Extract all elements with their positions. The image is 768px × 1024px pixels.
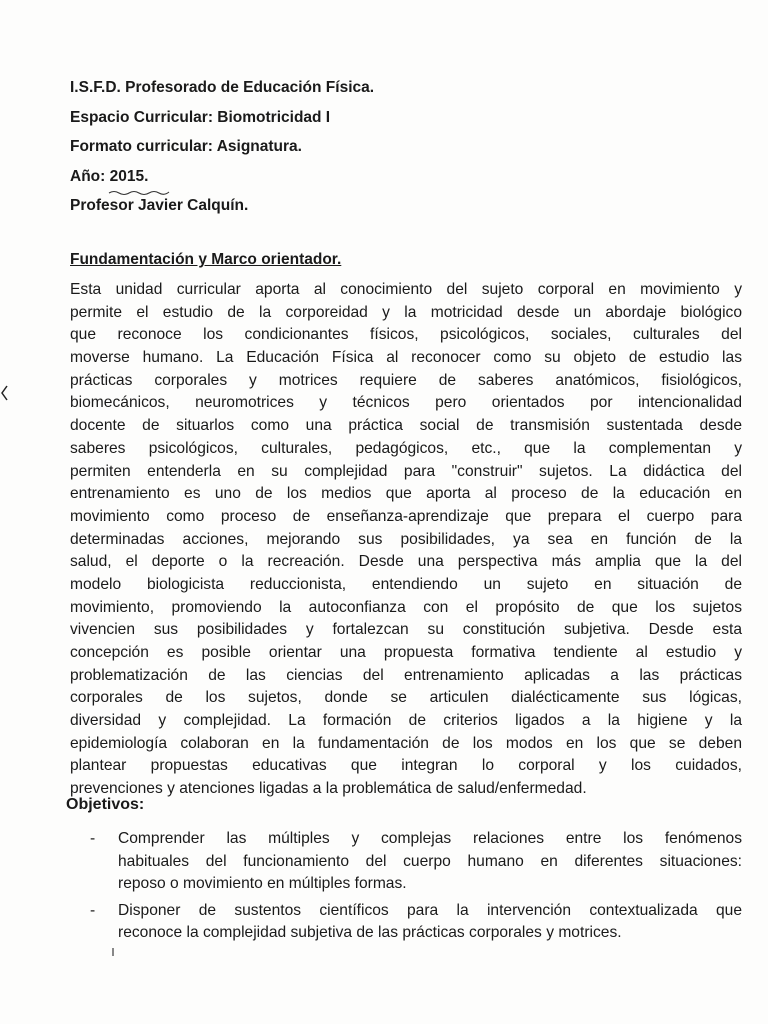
paragraph-line: moverse humano. La Educación Física al reconocer como su objeto de estudio las [70,349,742,367]
objetivos-title: Objetivos: [66,796,145,813]
paragraph-line: prevenciones y atenciones ligadas a la problemática de salud/enfermedad. [70,780,587,798]
list-item-line: reconoce la complejidad subjetiva de las prácticas corporales y motrices. [118,924,622,941]
paragraph-line: concepción es posible orientar una propuesta formativa tendiente al estudio y [70,644,742,661]
list-item-line: reposo o movimiento en múltiples formas. [118,875,407,892]
paragraph-line: que reconoce los condicionantes físicos, psicológicos, sociales, culturales del [70,326,742,344]
list-item-line: Comprender las múltiples y complejas relaciones entre los fenómenos [118,830,742,847]
paragraph-line: plantear propuestas educativas que integran lo corporal y los cuidados, [70,757,742,775]
paragraph-line: corporales de los sujetos, donde se articulen dialécticamente sus lógicas, [70,689,742,707]
list-item-line: Disponer de sustentos científicos para la intervención contextualizada que [118,901,742,919]
fundamentacion-paragraph [70,279,742,801]
document-header [70,73,710,221]
year-value [110,162,149,192]
list-item [90,900,742,945]
professor-line: Profesor Javier Calquín. [70,197,249,214]
paragraph-line: problematización de las ciencias del entrenamiento aplicadas a las prácticas [70,666,742,684]
handwritten-underline [108,189,170,196]
paragraph-line: vivencien sus posibilidades y fortalezcan su constitución subjetiva. Desde esta [70,621,742,639]
paragraph-line: movimiento como proceso de enseñanza-aprendizaje que prepara el cuerpo para [70,507,742,525]
paragraph-line: permiten entenderla en su complejidad para "construir" sujetos. La didáctica del [70,462,742,480]
year-value-text: 2015. [109,167,149,185]
objetivos-list [90,828,742,949]
paragraph-line: diversidad y complejidad. La formación de criterios ligados a la higiene y la [70,712,742,730]
institution-line: I.S.F.D. Profesorado de Educación Física. [70,79,375,96]
curricular-space-line: Espacio Curricular: Biomotricidad I [70,108,331,126]
paragraph-line: modelo biologicista reduccionista, entendiendo un sujeto en situación de [70,575,742,593]
paragraph-line: permite el estudio de la corporeidad y la motricidad desde un abordaje biológico [70,303,742,321]
paragraph-line: saberes psicológicos, culturales, pedagógicos, etc., que la complementan y [70,439,742,457]
paragraph-line: prácticas corporales y motrices requiere de saberes anatómicos, fisiológicos, [70,371,742,389]
paragraph-line: salud, el deporte o la recreación. Desde una perspectiva más amplia que la del [70,553,742,571]
list-item [90,828,742,896]
fundamentacion-title: Fundamentación y Marco orientador. [70,251,342,268]
scan-edge-mark [0,384,10,402]
paragraph-line: biomecánicos, neuromotrices y técnicos pero orientados por intencionalidad [70,394,742,412]
paragraph-line: determinadas acciones, mejorando sus posibilidades, ya sea en función de la [70,530,742,548]
bullet-dash: - [90,830,96,847]
curricular-format-line: Formato curricular: Asignatura. [70,138,302,155]
paragraph-line: movimiento, promoviendo la autoconfianza con el propósito de que los sujetos [70,598,742,616]
paragraph-line: docente de situarlos como una práctica social de transmisión sustentada desde [70,417,742,435]
list-item-line: habituales del funcionamiento del cuerpo humano en diferentes situaciones: [118,852,742,870]
bullet-dash: - [90,901,96,919]
paragraph-line: Esta unidad curricular aporta al conocimiento del sujeto corporal en movimiento y [70,281,742,298]
scan-artifact-mark [112,948,114,956]
year-label: Año: [70,167,110,185]
paragraph-line: epidemiología colaboran en la fundamentación de los modos en los que se deben [70,734,742,752]
paragraph-line: entrenamiento es uno de los medios que aporta al proceso de la educación en [70,485,742,503]
year-line [70,162,710,192]
